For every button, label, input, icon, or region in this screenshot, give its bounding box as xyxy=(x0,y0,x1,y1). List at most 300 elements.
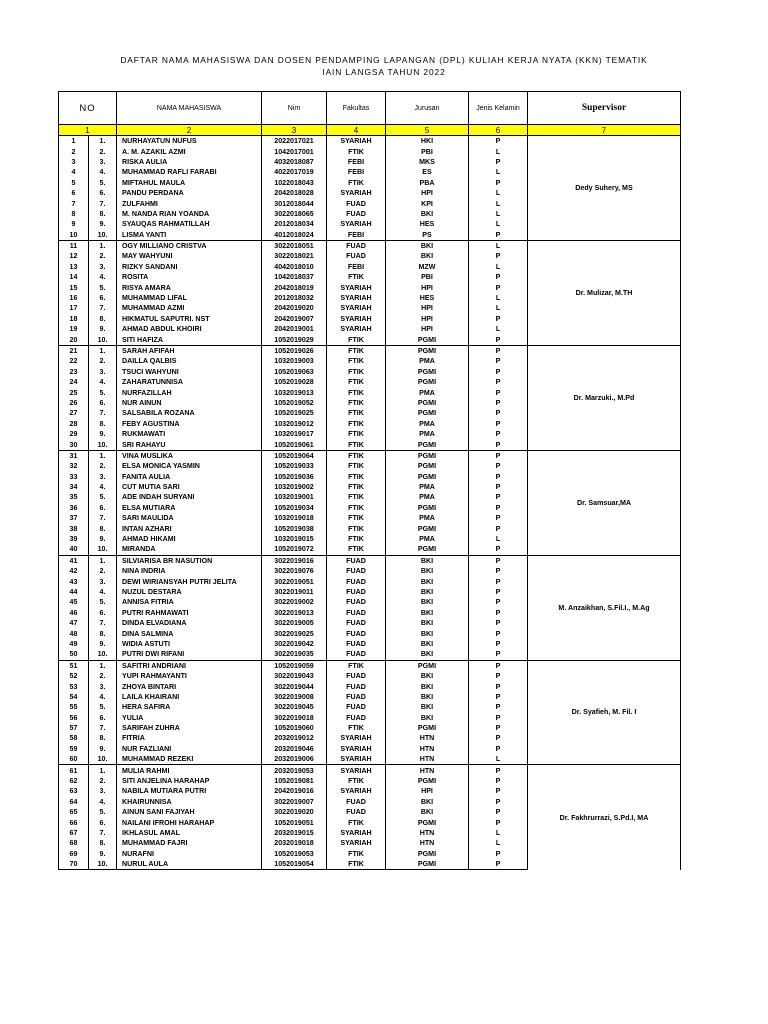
student-faculty: FTIK xyxy=(327,439,386,450)
row-number: 31 xyxy=(59,450,89,461)
student-name: MIFTAHUL MAULA xyxy=(117,178,262,188)
row-number: 22 xyxy=(59,356,89,366)
student-gender: P xyxy=(469,817,528,827)
group-number: 4. xyxy=(89,587,117,597)
supervisor-name: Dr. Syafieh, M. Fil. I xyxy=(528,660,681,765)
group-number: 1. xyxy=(89,136,117,147)
student-faculty: FTIK xyxy=(327,367,386,377)
column-index: 5 xyxy=(386,125,469,136)
column-index: 4 xyxy=(327,125,386,136)
column-index-row xyxy=(59,125,681,136)
row-number: 25 xyxy=(59,387,89,397)
student-nim: 1052019026 xyxy=(262,345,327,356)
student-gender: L xyxy=(469,209,528,219)
row-number: 49 xyxy=(59,639,89,649)
group-number: 3. xyxy=(89,157,117,167)
student-faculty: FUAD xyxy=(327,671,386,681)
student-name: TSUCI WAHYUNI xyxy=(117,367,262,377)
student-faculty: FTIK xyxy=(327,482,386,492)
group-number: 2. xyxy=(89,146,117,156)
student-name: PUTRI DWI RIFANI xyxy=(117,649,262,660)
group-number: 9. xyxy=(89,324,117,334)
student-faculty: FUAD xyxy=(327,587,386,597)
student-major: HPI xyxy=(386,282,469,292)
student-nim: 3022019042 xyxy=(262,639,327,649)
student-name: WIDIA ASTUTI xyxy=(117,639,262,649)
row-number: 27 xyxy=(59,408,89,418)
student-gender: L xyxy=(469,534,528,544)
group-number: 6. xyxy=(89,293,117,303)
group-number: 2. xyxy=(89,356,117,366)
supervisor-group xyxy=(59,240,681,345)
student-nim: 1052019054 xyxy=(262,859,327,870)
supervisor-group xyxy=(59,450,681,555)
student-faculty: FUAD xyxy=(327,649,386,660)
row-number: 47 xyxy=(59,618,89,628)
student-nim: 1052019081 xyxy=(262,776,327,786)
student-major: BKI xyxy=(386,251,469,261)
student-nim: 2042019020 xyxy=(262,303,327,313)
student-faculty: FUAD xyxy=(327,692,386,702)
student-gender: P xyxy=(469,450,528,461)
student-nim: 1052019051 xyxy=(262,817,327,827)
student-nim: 3022019016 xyxy=(262,555,327,566)
student-major: BKI xyxy=(386,681,469,691)
row-number: 3 xyxy=(59,157,89,167)
student-name: FANITA AULIA xyxy=(117,472,262,482)
student-major: PGMI xyxy=(386,408,469,418)
student-faculty: FTIK xyxy=(327,398,386,408)
student-nim: 1052019036 xyxy=(262,472,327,482)
student-nim: 2042019007 xyxy=(262,314,327,324)
document-title-line-1: DAFTAR NAMA MAHASISWA DAN DOSEN PENDAMPING LAPANGAN (DPL) KULIAH KERJA NYATA (KKN) TEMATIK xyxy=(120,55,648,65)
student-faculty: FUAD xyxy=(327,807,386,817)
student-major: PGMI xyxy=(386,472,469,482)
row-number: 56 xyxy=(59,712,89,722)
column-index: 1 xyxy=(59,125,117,136)
group-number: 6. xyxy=(89,503,117,513)
student-gender: P xyxy=(469,356,528,366)
row-number: 16 xyxy=(59,293,89,303)
student-nim: 3022018051 xyxy=(262,240,327,251)
student-gender: P xyxy=(469,398,528,408)
student-major: PGMI xyxy=(386,398,469,408)
student-faculty: FEBI xyxy=(327,230,386,241)
student-major: HTN xyxy=(386,754,469,765)
student-nim: 1052019028 xyxy=(262,377,327,387)
student-nim: 2032019006 xyxy=(262,754,327,765)
supervisor-name: Dr. Marzuki., M.Pd xyxy=(528,345,681,450)
supervisor-name: Dr. Mulizar, M.TH xyxy=(528,240,681,345)
row-number: 21 xyxy=(59,345,89,356)
student-faculty: FUAD xyxy=(327,712,386,722)
student-nim: 3022018021 xyxy=(262,251,327,261)
student-faculty: SYARIAH xyxy=(327,838,386,848)
student-nim: 1052019034 xyxy=(262,503,327,513)
student-name: NAILANI IFROHI HARAHAP xyxy=(117,817,262,827)
student-name: DAILLA QALBIS xyxy=(117,356,262,366)
student-name: NUZUL DESTARA xyxy=(117,587,262,597)
student-major: PMA xyxy=(386,356,469,366)
group-number: 7. xyxy=(89,198,117,208)
group-number: 9. xyxy=(89,639,117,649)
student-gender: P xyxy=(469,628,528,638)
student-name: MIRANDA xyxy=(117,544,262,555)
student-gender: P xyxy=(469,587,528,597)
student-name: VINA MUSLIKA xyxy=(117,450,262,461)
supervisor-name: M. Anzaikhan, S.Fil.I., M.Ag xyxy=(528,555,681,660)
group-number: 4. xyxy=(89,272,117,282)
student-gender: P xyxy=(469,461,528,471)
row-number: 30 xyxy=(59,439,89,450)
group-number: 8. xyxy=(89,733,117,743)
row-number: 28 xyxy=(59,419,89,429)
row-number: 43 xyxy=(59,576,89,586)
student-name: CUT MUTIA SARI xyxy=(117,482,262,492)
group-number: 10. xyxy=(89,649,117,660)
student-faculty: FTIK xyxy=(327,429,386,439)
student-faculty: FUAD xyxy=(327,198,386,208)
student-major: PMA xyxy=(386,492,469,502)
student-name: SARAH AFIFAH xyxy=(117,345,262,356)
student-name: MULIA RAHMI xyxy=(117,765,262,776)
student-nim: 4012018024 xyxy=(262,230,327,241)
student-major: KPI xyxy=(386,198,469,208)
student-name: ELSA MUTIARA xyxy=(117,503,262,513)
group-number: 5. xyxy=(89,282,117,292)
group-number: 6. xyxy=(89,817,117,827)
student-name: LAILA KHAIRANI xyxy=(117,692,262,702)
student-nim: 2032019018 xyxy=(262,838,327,848)
student-major: HES xyxy=(386,219,469,229)
student-gender: P xyxy=(469,523,528,533)
student-faculty: FUAD xyxy=(327,618,386,628)
student-faculty: FTIK xyxy=(327,492,386,502)
student-name: SALSABILA ROZANA xyxy=(117,408,262,418)
group-number: 2. xyxy=(89,671,117,681)
student-faculty: SYARIAH xyxy=(327,188,386,198)
student-name: PANDU PERDANA xyxy=(117,188,262,198)
group-number: 10. xyxy=(89,439,117,450)
group-number: 1. xyxy=(89,660,117,671)
student-nim: 3022019020 xyxy=(262,807,327,817)
header-jurusan: Jurusan xyxy=(386,92,469,125)
student-gender: L xyxy=(469,219,528,229)
student-gender: L xyxy=(469,838,528,848)
supervisor-group xyxy=(59,136,681,241)
student-faculty: SYARIAH xyxy=(327,733,386,743)
student-name: ELSA MONICA YASMIN xyxy=(117,461,262,471)
group-number: 3. xyxy=(89,367,117,377)
group-number: 5. xyxy=(89,702,117,712)
row-number: 13 xyxy=(59,262,89,272)
student-nim: 1052019060 xyxy=(262,723,327,733)
student-major: BKI xyxy=(386,639,469,649)
student-faculty: FEBI xyxy=(327,157,386,167)
student-gender: P xyxy=(469,671,528,681)
student-gender: P xyxy=(469,776,528,786)
student-faculty: FTIK xyxy=(327,859,386,870)
student-name: MUHAMMAD LIFAL xyxy=(117,293,262,303)
row-number: 45 xyxy=(59,597,89,607)
student-faculty: FTIK xyxy=(327,272,386,282)
student-name: IKHLASUL AMAL xyxy=(117,828,262,838)
student-faculty: FUAD xyxy=(327,576,386,586)
student-name: SARI MAULIDA xyxy=(117,513,262,523)
student-nim: 4022017019 xyxy=(262,167,327,177)
group-number: 2. xyxy=(89,776,117,786)
student-major: PGMI xyxy=(386,523,469,533)
row-number: 33 xyxy=(59,472,89,482)
student-name: SYAUQAS RAHMATILLAH xyxy=(117,219,262,229)
student-major: PGMI xyxy=(386,859,469,870)
student-faculty: FTIK xyxy=(327,334,386,345)
student-nim: 1032019002 xyxy=(262,482,327,492)
student-name: DEWI WIRIANSYAH PUTRI JELITA xyxy=(117,576,262,586)
row-number: 69 xyxy=(59,849,89,859)
group-number: 4. xyxy=(89,377,117,387)
group-number: 9. xyxy=(89,429,117,439)
student-gender: P xyxy=(469,712,528,722)
group-number: 9. xyxy=(89,219,117,229)
student-nim: 1032019018 xyxy=(262,513,327,523)
student-major: BKI xyxy=(386,702,469,712)
student-faculty: FTIK xyxy=(327,387,386,397)
student-major: BKI xyxy=(386,692,469,702)
student-nim: 1052019059 xyxy=(262,660,327,671)
group-number: 10. xyxy=(89,859,117,870)
group-number: 7. xyxy=(89,828,117,838)
row-number: 9 xyxy=(59,219,89,229)
student-major: PMA xyxy=(386,534,469,544)
header-row xyxy=(59,92,681,125)
student-faculty: FTIK xyxy=(327,450,386,461)
student-name: AHMAD ABDUL KHOIRI xyxy=(117,324,262,334)
student-nim: 2032019012 xyxy=(262,733,327,743)
student-major: BKI xyxy=(386,597,469,607)
header-fakultas: Fakultas xyxy=(327,92,386,125)
row-number: 20 xyxy=(59,334,89,345)
student-name: MUHAMMAD REZEKI xyxy=(117,754,262,765)
row-number: 19 xyxy=(59,324,89,334)
row-number: 41 xyxy=(59,555,89,566)
column-index: 7 xyxy=(528,125,681,136)
row-number: 40 xyxy=(59,544,89,555)
student-gender: P xyxy=(469,555,528,566)
student-nim: 3022019018 xyxy=(262,712,327,722)
student-faculty: FTIK xyxy=(327,461,386,471)
student-major: BKI xyxy=(386,576,469,586)
student-faculty: FTIK xyxy=(327,178,386,188)
student-nim: 4032018087 xyxy=(262,157,327,167)
student-gender: P xyxy=(469,618,528,628)
student-nim: 1052019072 xyxy=(262,544,327,555)
student-gender: P xyxy=(469,797,528,807)
group-number: 9. xyxy=(89,534,117,544)
student-gender: L xyxy=(469,293,528,303)
student-nim: 1032019013 xyxy=(262,387,327,397)
student-major: HTN xyxy=(386,828,469,838)
student-nim: 3022019035 xyxy=(262,649,327,660)
student-gender: P xyxy=(469,482,528,492)
student-faculty: FUAD xyxy=(327,597,386,607)
student-name: ROSITA xyxy=(117,272,262,282)
table-row xyxy=(59,345,681,356)
student-gender: P xyxy=(469,786,528,796)
student-gender: P xyxy=(469,419,528,429)
group-number: 10. xyxy=(89,544,117,555)
student-nim: 3012018044 xyxy=(262,198,327,208)
student-major: BKI xyxy=(386,712,469,722)
student-major: PGMI xyxy=(386,660,469,671)
group-number: 8. xyxy=(89,314,117,324)
student-gender: P xyxy=(469,472,528,482)
student-name: NURAFNI xyxy=(117,849,262,859)
student-gender: P xyxy=(469,807,528,817)
student-gender: P xyxy=(469,544,528,555)
student-name: MAY WAHYUNI xyxy=(117,251,262,261)
student-major: BKI xyxy=(386,649,469,660)
student-gender: P xyxy=(469,387,528,397)
student-major: MKS xyxy=(386,157,469,167)
student-gender: P xyxy=(469,251,528,261)
student-name: ANNISA FITRIA xyxy=(117,597,262,607)
student-major: BKI xyxy=(386,618,469,628)
student-major: PGMI xyxy=(386,367,469,377)
student-name: MUHAMMAD AZMI xyxy=(117,303,262,313)
student-major: PMA xyxy=(386,482,469,492)
student-nim: 2032019046 xyxy=(262,744,327,754)
row-number: 44 xyxy=(59,587,89,597)
group-number: 7. xyxy=(89,618,117,628)
student-faculty: FUAD xyxy=(327,608,386,618)
group-number: 9. xyxy=(89,849,117,859)
student-faculty: FTIK xyxy=(327,544,386,555)
group-number: 1. xyxy=(89,765,117,776)
table-row xyxy=(59,765,681,776)
student-gender: P xyxy=(469,765,528,776)
group-number: 8. xyxy=(89,523,117,533)
student-name: SILVIARISA BR NASUTION xyxy=(117,555,262,566)
row-number: 18 xyxy=(59,314,89,324)
student-gender: P xyxy=(469,178,528,188)
row-number: 6 xyxy=(59,188,89,198)
student-faculty: SYARIAH xyxy=(327,136,386,147)
student-gender: P xyxy=(469,660,528,671)
student-gender: P xyxy=(469,282,528,292)
student-nim: 3022019025 xyxy=(262,628,327,638)
student-faculty: SYARIAH xyxy=(327,324,386,334)
student-gender: P xyxy=(469,408,528,418)
row-number: 68 xyxy=(59,838,89,848)
row-number: 1 xyxy=(59,136,89,147)
student-name: NURUL AULA xyxy=(117,859,262,870)
student-nim: 3022019051 xyxy=(262,576,327,586)
student-nim: 3022019007 xyxy=(262,797,327,807)
student-nim: 3022019043 xyxy=(262,671,327,681)
student-gender: P xyxy=(469,157,528,167)
student-name: ZULFAHMI xyxy=(117,198,262,208)
row-number: 60 xyxy=(59,754,89,765)
student-faculty: SYARIAH xyxy=(327,765,386,776)
student-major: PMA xyxy=(386,429,469,439)
student-name: HERA SAFIRA xyxy=(117,702,262,712)
group-number: 4. xyxy=(89,692,117,702)
student-gender: P xyxy=(469,334,528,345)
student-name: SRI RAHAYU xyxy=(117,439,262,450)
student-faculty: FTIK xyxy=(327,356,386,366)
student-nim: 2012018032 xyxy=(262,293,327,303)
group-number: 4. xyxy=(89,167,117,177)
student-name: DINDA ELVADIANA xyxy=(117,618,262,628)
student-name: YUPI RAHMAYANTI xyxy=(117,671,262,681)
group-number: 8. xyxy=(89,838,117,848)
student-gender: P xyxy=(469,692,528,702)
student-gender: L xyxy=(469,188,528,198)
student-faculty: SYARIAH xyxy=(327,314,386,324)
student-name: SITI ANJELINA HARAHAP xyxy=(117,776,262,786)
group-number: 10. xyxy=(89,754,117,765)
student-nim: 1052019033 xyxy=(262,461,327,471)
student-gender: P xyxy=(469,681,528,691)
student-gender: L xyxy=(469,198,528,208)
student-name: SARIFAH ZUHRA xyxy=(117,723,262,733)
student-gender: P xyxy=(469,367,528,377)
student-major: BKI xyxy=(386,608,469,618)
supervisor-group xyxy=(59,660,681,765)
student-name: SITI HAFIZA xyxy=(117,334,262,345)
student-nim: 1032019003 xyxy=(262,356,327,366)
student-name: MUHAMMAD FAJRI xyxy=(117,838,262,848)
student-nim: 1032019001 xyxy=(262,492,327,502)
student-gender: P xyxy=(469,439,528,450)
student-major: BKI xyxy=(386,587,469,597)
student-major: PMA xyxy=(386,387,469,397)
column-index: 2 xyxy=(117,125,262,136)
student-name: HIKMATUL SAPUTRI. NST xyxy=(117,314,262,324)
group-number: 6. xyxy=(89,398,117,408)
group-number: 3. xyxy=(89,262,117,272)
student-gender: P xyxy=(469,377,528,387)
header-jenis-kelamin: Jenis Kelamin xyxy=(469,92,528,125)
student-faculty: FTIK xyxy=(327,345,386,356)
student-major: PGMI xyxy=(386,377,469,387)
student-major: HES xyxy=(386,293,469,303)
table-row xyxy=(59,555,681,566)
student-faculty: FUAD xyxy=(327,639,386,649)
student-nim: 1052019061 xyxy=(262,439,327,450)
row-number: 10 xyxy=(59,230,89,241)
group-number: 7. xyxy=(89,303,117,313)
student-faculty: FTIK xyxy=(327,377,386,387)
student-faculty: FTIK xyxy=(327,817,386,827)
row-number: 58 xyxy=(59,733,89,743)
student-faculty: FTIK xyxy=(327,513,386,523)
student-faculty: FTIK xyxy=(327,146,386,156)
row-number: 15 xyxy=(59,282,89,292)
student-gender: L xyxy=(469,324,528,334)
student-faculty: FUAD xyxy=(327,681,386,691)
student-name: YULIA xyxy=(117,712,262,722)
student-major: BKI xyxy=(386,797,469,807)
group-number: 8. xyxy=(89,419,117,429)
student-nim: 1032019015 xyxy=(262,534,327,544)
group-number: 7. xyxy=(89,513,117,523)
student-gender: P xyxy=(469,639,528,649)
student-nim: 3022019011 xyxy=(262,587,327,597)
student-name: NURFAZILLAH xyxy=(117,387,262,397)
row-number: 5 xyxy=(59,178,89,188)
